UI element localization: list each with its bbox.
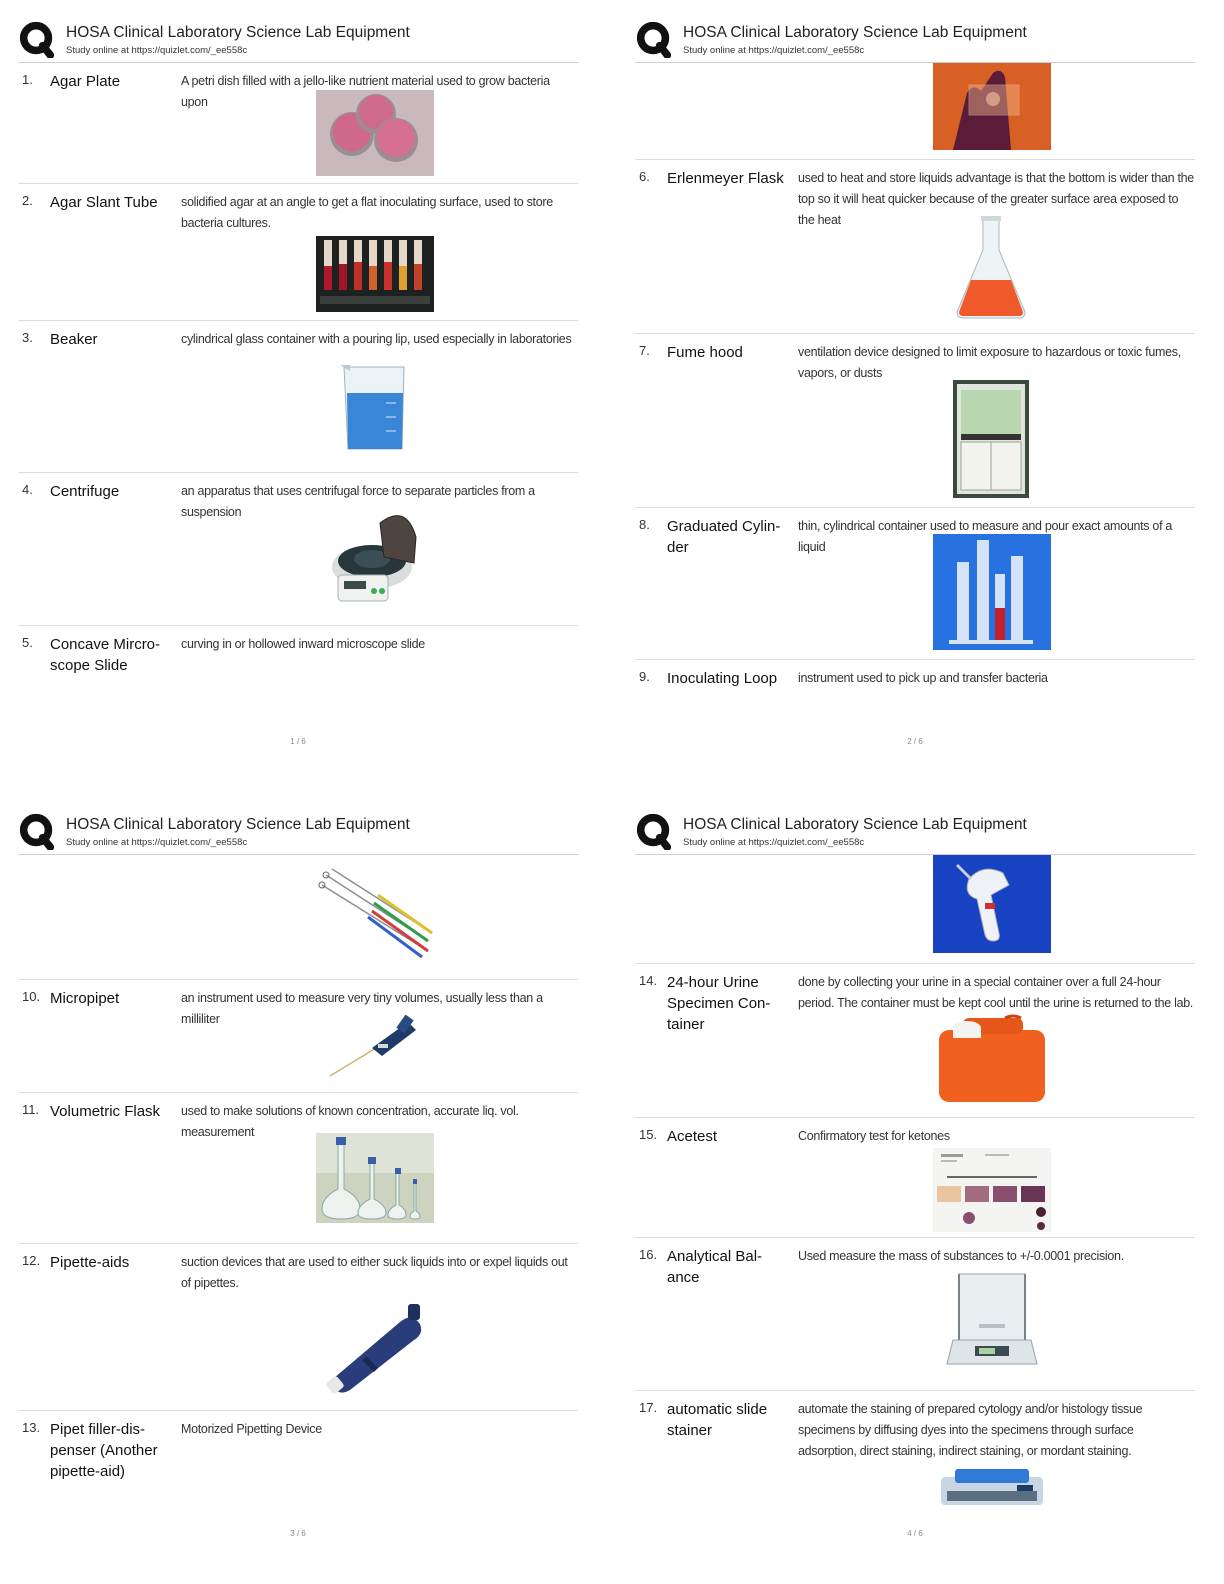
- item-term: Acetest: [667, 1128, 718, 1145]
- graduated-cylinders-image: [933, 534, 1051, 650]
- urine-container-image: [933, 1010, 1051, 1106]
- quizlet-logo-icon: [18, 812, 56, 850]
- item-definition: instrument used to pick up and transfer bacteria: [798, 671, 1048, 685]
- list-item: [635, 334, 1195, 508]
- quizlet-logo-icon: [635, 812, 673, 850]
- pipette-aid-image: [316, 1296, 434, 1398]
- list-item-continued: [635, 855, 1195, 964]
- list-item-continued: [18, 855, 578, 980]
- page-title: HOSA Clinical Laboratory Science Lab Equipment: [683, 816, 1027, 833]
- slide-stainer-image: [933, 1463, 1051, 1513]
- item-term: Beaker: [50, 331, 98, 348]
- item-definition: solidified agar at an angle to get a flat inoculating surface, used to store bacteria cultures.: [181, 195, 553, 230]
- item-definition: Used measure the mass of substances to +/-0.0001 precision.: [798, 1249, 1124, 1263]
- item-term: Erlenmeyer Flask: [667, 170, 784, 187]
- item-term: Pipet filler-dis-penser (Another pipette-aid): [50, 1421, 158, 1480]
- item-number: 7.: [639, 343, 650, 358]
- item-definition: A petri dish filled with a jello-like nutrient material used to grow bacteria upon: [181, 74, 550, 109]
- item-term: Agar Plate: [50, 73, 121, 90]
- item-definition: automate the staining of prepared cytology and/or histology tissue specimens by diffusing dyes into the specimens through surface adsorption, direct staining, indirect staining, or mordant staining.: [798, 1402, 1143, 1458]
- list-item: [18, 1093, 578, 1244]
- micropipet-image: [316, 1014, 434, 1084]
- item-term: 24-hour Urine Specimen Con-tainer: [667, 974, 771, 1033]
- item-number: 16.: [639, 1247, 658, 1262]
- item-number: 17.: [639, 1400, 658, 1415]
- page-header: [18, 18, 578, 63]
- agar-slant-tubes-image: [316, 236, 434, 312]
- list-item: [635, 508, 1195, 660]
- item-term: Volumetric Flask: [50, 1103, 161, 1120]
- centrifuge-image: [316, 501, 434, 613]
- list-item: [635, 160, 1195, 334]
- list-item: [18, 63, 578, 184]
- list-item: [635, 1118, 1195, 1238]
- list-item: [18, 1244, 578, 1411]
- study-link[interactable]: Study online at https://quizlet.com/_ee558c: [683, 837, 865, 848]
- item-number: 2.: [22, 193, 33, 208]
- item-definition: done by collecting your urine in a special container over a full 24-hour period. The container must be kept cool until the urine is returned to the lab.: [798, 975, 1194, 1010]
- item-term: Analytical Bal-ance: [667, 1248, 763, 1286]
- document-page-4: [635, 810, 1195, 1580]
- item-definition: an apparatus that uses centrifugal force to separate particles from a suspension: [181, 484, 535, 519]
- document-page-3: [18, 810, 578, 1580]
- item-term: Fume hood: [667, 344, 743, 361]
- item-number: 9.: [639, 669, 650, 684]
- item-number: 12.: [22, 1253, 41, 1268]
- item-definition: ventilation device designed to limit exposure to hazardous or toxic fumes, vapors, or dusts: [798, 345, 1181, 380]
- list-item: [18, 321, 578, 473]
- item-definition: thin, cylindrical container used to measure and pour exact amounts of a liquid: [798, 519, 1173, 554]
- item-definition: Confirmatory test for ketones: [798, 1129, 950, 1143]
- concave-slide-image: [933, 63, 1051, 150]
- fume-hood-image: [953, 380, 1029, 498]
- item-term: Inoculating Loop: [667, 670, 778, 687]
- study-link[interactable]: Study online at https://quizlet.com/_ee558c: [683, 45, 865, 56]
- pipet-filler-image: [933, 855, 1051, 953]
- study-link[interactable]: Study online at https://quizlet.com/_ee558c: [66, 837, 248, 848]
- list-item: [18, 473, 578, 626]
- item-number: 8.: [639, 517, 650, 532]
- study-link[interactable]: Study online at https://quizlet.com/_ee558c: [66, 45, 248, 56]
- list-item: [635, 1391, 1195, 1521]
- page-title: HOSA Clinical Laboratory Science Lab Equipment: [66, 24, 410, 41]
- item-term: Micropipet: [50, 990, 120, 1007]
- item-definition: used to make solutions of known concentration, accurate liq. vol. measurement: [181, 1104, 519, 1139]
- document-page-2: [635, 18, 1195, 788]
- erlenmeyer-flask-image: [933, 214, 1051, 322]
- item-number: 15.: [639, 1127, 658, 1142]
- page-number: 1 / 6: [290, 737, 306, 746]
- list-item: [635, 964, 1195, 1118]
- quizlet-logo-icon: [18, 20, 56, 58]
- item-number: 10.: [22, 989, 41, 1004]
- analytical-balance-image: [933, 1270, 1051, 1374]
- item-term: Agar Slant Tube: [50, 194, 158, 211]
- quizlet-logo-icon: [635, 20, 673, 58]
- item-definition: cylindrical glass container with a pouring lip, used especially in laboratories: [181, 332, 572, 346]
- list-item-continued: [635, 63, 1195, 160]
- list-item: [18, 626, 578, 726]
- item-number: 1.: [22, 72, 33, 87]
- page-title: HOSA Clinical Laboratory Science Lab Equipment: [683, 24, 1027, 41]
- inoculating-loops-image: [316, 865, 434, 969]
- list-item: [635, 1238, 1195, 1391]
- list-item: [18, 980, 578, 1093]
- page-header: [18, 810, 578, 855]
- item-number: 13.: [22, 1420, 41, 1435]
- item-term: Graduated Cylin-der: [667, 518, 781, 556]
- item-term: Centrifuge: [50, 483, 120, 500]
- agar-plates-image: [316, 90, 434, 176]
- item-definition: curving in or hollowed inward microscope slide: [181, 637, 425, 651]
- beaker-image: [316, 359, 434, 457]
- item-term: Concave Mircro-scope Slide: [50, 636, 161, 674]
- page-title: HOSA Clinical Laboratory Science Lab Equipment: [66, 816, 410, 833]
- volumetric-flasks-image: [316, 1133, 434, 1223]
- item-definition: an instrument used to measure very tiny volumes, usually less than a milliliter: [181, 991, 543, 1026]
- item-number: 6.: [639, 169, 650, 184]
- page-number: 3 / 6: [290, 1529, 306, 1538]
- item-number: 14.: [639, 973, 658, 988]
- page-number: 2 / 6: [907, 737, 923, 746]
- item-term: Pipette-aids: [50, 1254, 130, 1271]
- item-definition: Motorized Pipetting Device: [181, 1422, 322, 1436]
- page-number: 4 / 6: [907, 1529, 923, 1538]
- item-definition: used to heat and store liquids advantage is that the bottom is wider than the top so it will heat quicker because of the greater surface area exposed to the heat: [798, 171, 1194, 227]
- item-number: 11.: [22, 1102, 40, 1117]
- item-term: automatic slide stainer: [667, 1401, 768, 1439]
- list-item: [18, 184, 578, 321]
- item-number: 4.: [22, 482, 33, 497]
- document-page-1: [18, 18, 578, 788]
- item-definition: suction devices that are used to either suck liquids into or expel liquids out of pipettes.: [181, 1255, 568, 1290]
- item-number: 3.: [22, 330, 33, 345]
- page-header: [635, 810, 1195, 855]
- list-item: [18, 1411, 578, 1511]
- acetest-chart-image: [933, 1148, 1051, 1232]
- item-number: 5.: [22, 635, 33, 650]
- page-header: [635, 18, 1195, 63]
